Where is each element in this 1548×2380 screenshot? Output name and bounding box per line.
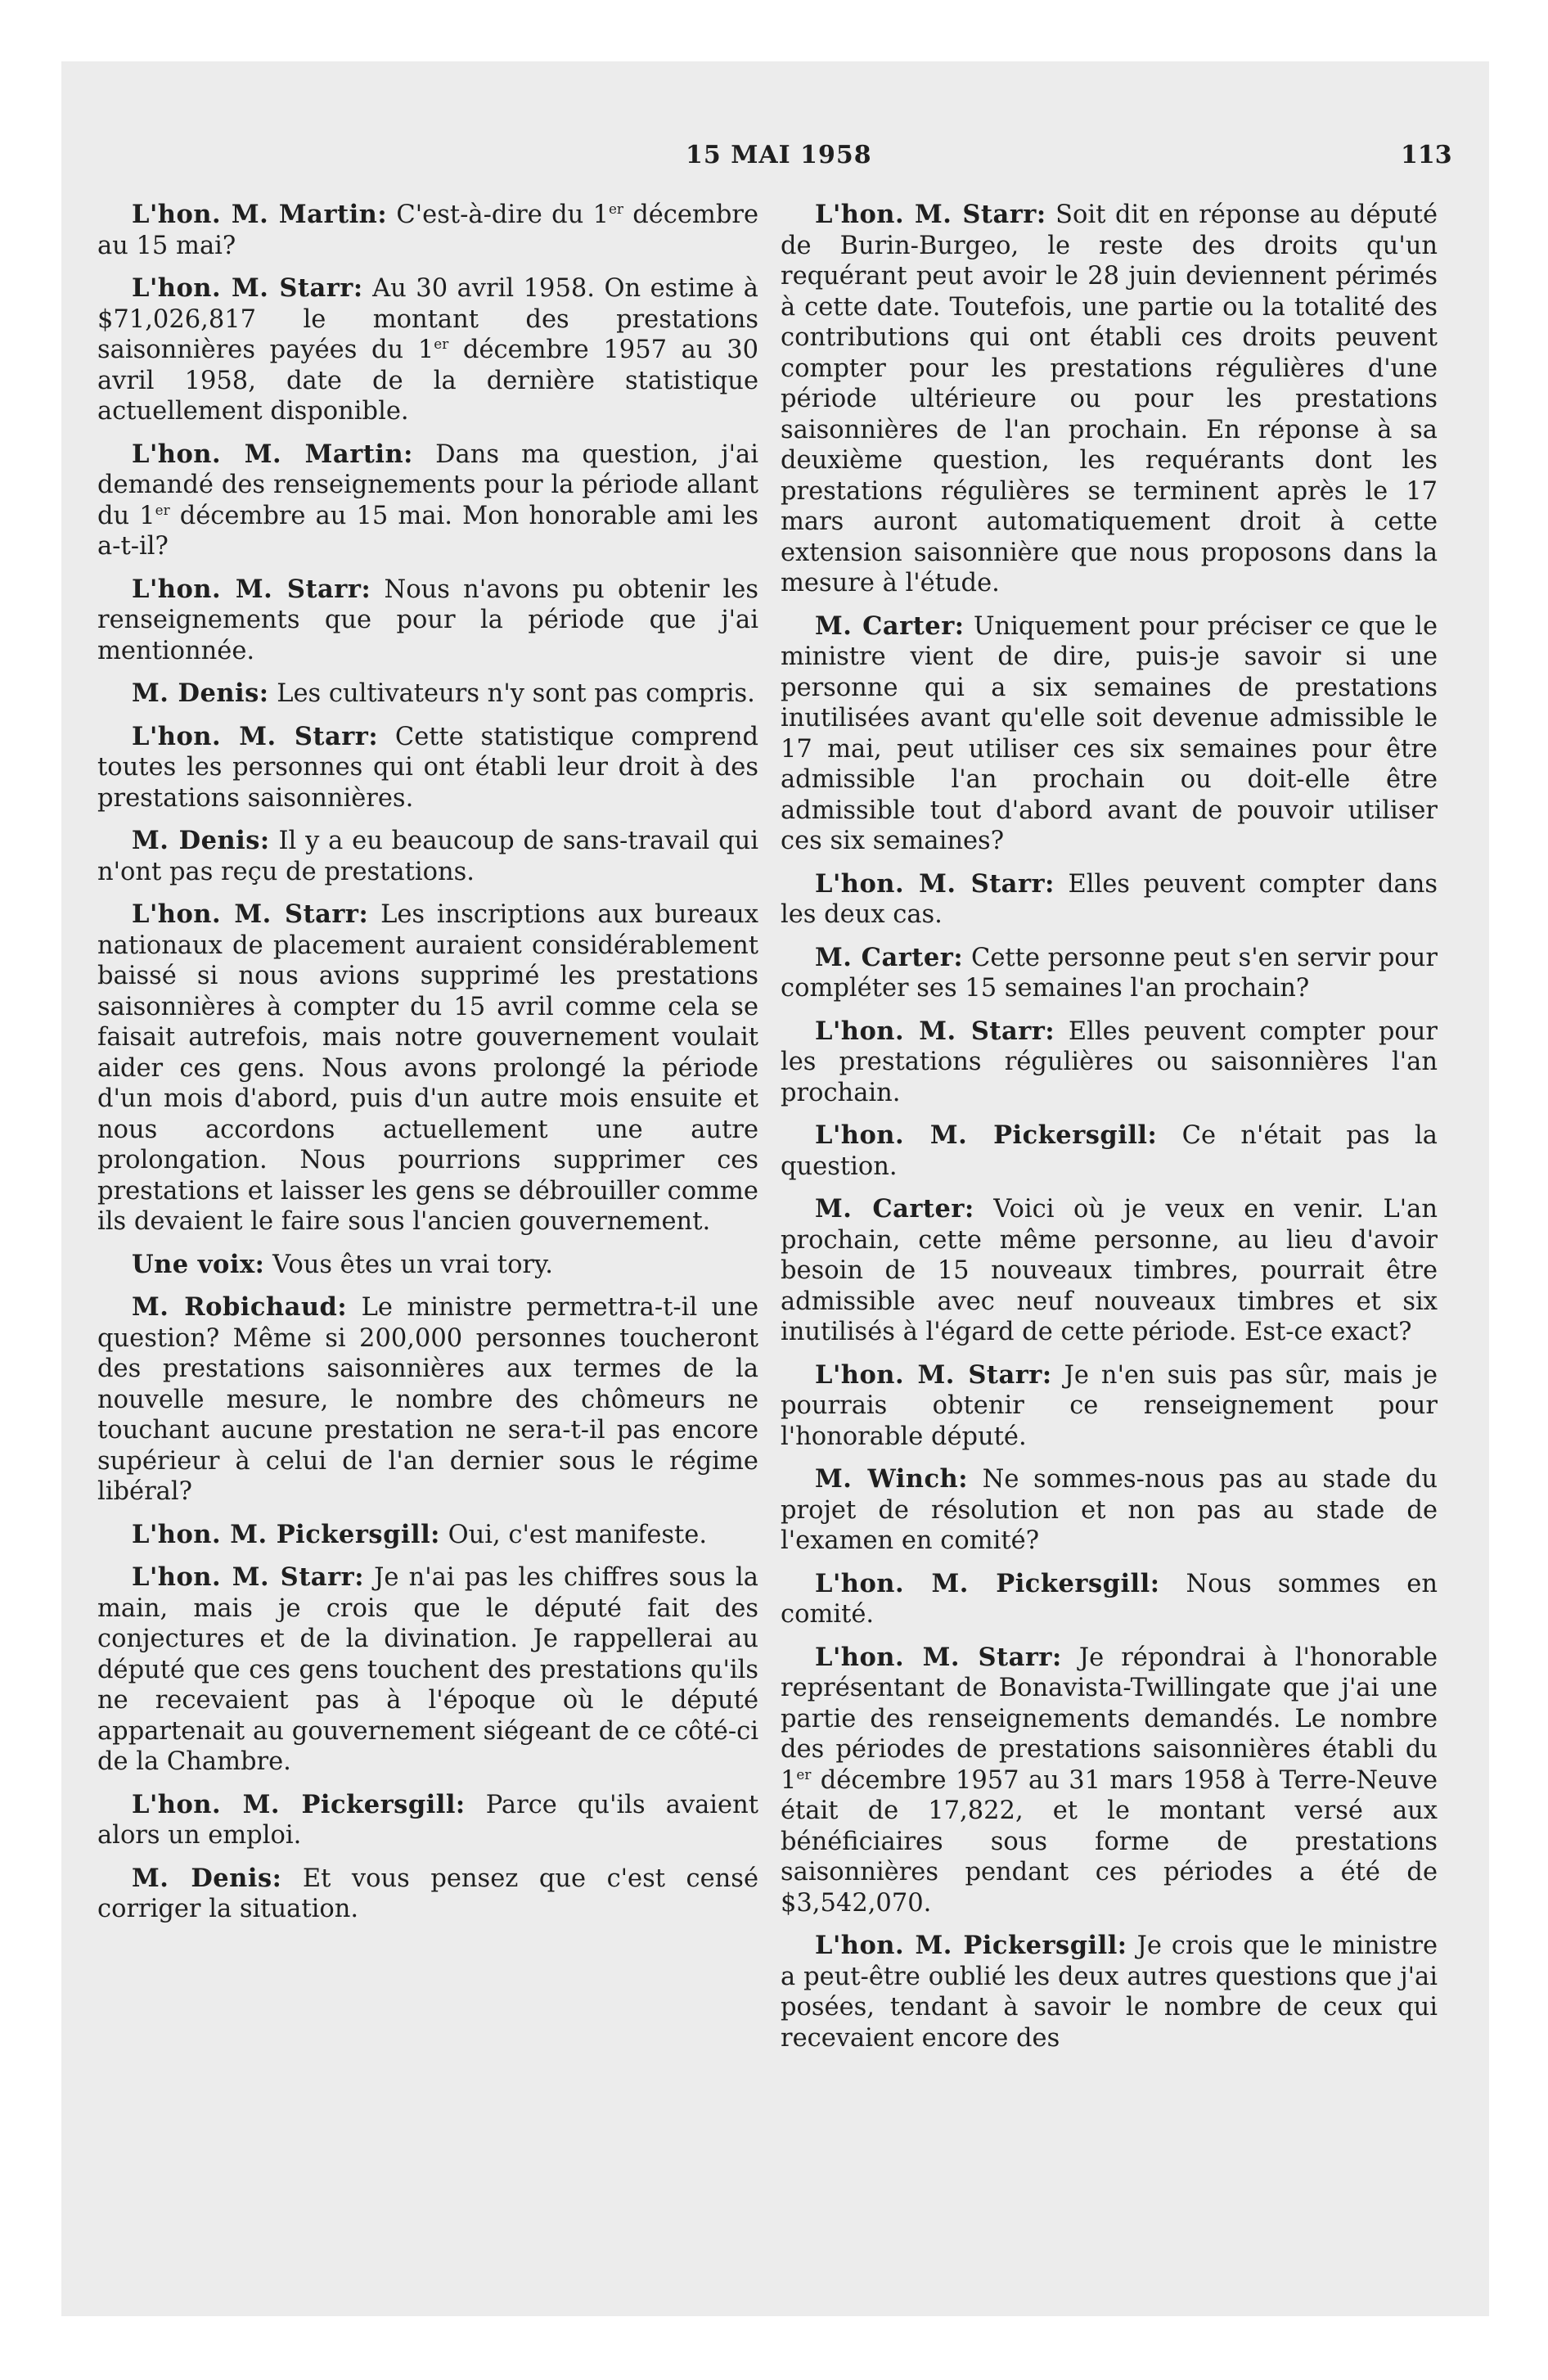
speech-paragraph — [97, 899, 758, 1237]
speech-text: Et vous pensez que c'est censé corriger la situation. — [97, 1864, 759, 1923]
speaker-name: M. Robichaud: — [132, 1292, 348, 1322]
page-number: 113 — [1401, 141, 1452, 169]
speaker-name: L'hon. M. Starr: — [132, 574, 371, 604]
speech-paragraph — [781, 1931, 1438, 2053]
speaker-name: L'hon. M. Starr: — [815, 1642, 1062, 1672]
speech-paragraph — [97, 826, 758, 887]
speaker-name: M. Carter: — [815, 1194, 974, 1224]
speech-text: Oui, c'est manifeste. — [439, 1520, 708, 1549]
speaker-name: L'hon. M. Pickersgill: — [815, 1568, 1160, 1598]
speaker-name: L'hon. M. Pickersgill: — [815, 1931, 1127, 1960]
left-column — [97, 200, 758, 1937]
speech-text-continued: décembre 1957 au 31 mars 1958 à Terre-Neuve était de 17,822, et le montant versé aux bénéficiaires sous forme de prestations saisonnières pendant ces périodes a été de $3,542,070. — [781, 1765, 1438, 1918]
speaker-name: Une voix: — [132, 1249, 265, 1279]
speaker-name: L'hon. M. Starr: — [815, 1016, 1055, 1046]
speech-paragraph — [97, 1292, 758, 1508]
speech-text-continued: décembre au 15 mai? — [97, 201, 758, 260]
speech-paragraph — [781, 1643, 1438, 1919]
speaker-name: M. Winch: — [815, 1464, 968, 1494]
speech-text: Nous n'avons pu obtenir les renseignements que pour la période que j'ai mentionnée. — [97, 575, 758, 665]
ordinal-superscript: er — [434, 335, 449, 352]
speaker-name: M. Carter: — [815, 611, 965, 641]
speech-text: Cette statistique comprend toutes les personnes qui ont établi leur droit à des prestations saisonnières. — [97, 722, 758, 813]
speech-text-continued: décembre au 15 mai. Mon honorable ami les a-t-il? — [97, 501, 758, 561]
speech-paragraph — [97, 1520, 758, 1551]
speaker-name: M. Denis: — [132, 678, 269, 708]
ordinal-superscript: er — [796, 1765, 812, 1783]
speech-text-continued: décembre 1957 au 30 avril 1958, date de la dernière statistique actuellement disponible. — [97, 336, 758, 426]
speech-paragraph — [97, 273, 758, 427]
speaker-name: L'hon. M. Starr: — [815, 200, 1046, 229]
speech-paragraph — [781, 200, 1438, 599]
speaker-name: L'hon. M. Starr: — [132, 899, 369, 929]
speech-text: Je n'ai pas les chiffres sous la main, mais je crois que le député fait des conjectures et de la divination. Je rappellerai au député que ces gens touchent des prestations qu'ils ne recevaient pas à l'époque où le député appartenait au gouvernement siégeant de ce côté-ci de la Chambre. — [97, 1563, 758, 1776]
speaker-name: L'hon. M. Pickersgill: — [815, 1120, 1158, 1150]
page-date: 15 MAI 1958 — [686, 141, 872, 169]
page-header — [0, 141, 1548, 177]
speech-text: Le ministre permettra-t-il une question? Même si 200,000 personnes toucheront des prestations saisonnières aux termes de la nouvelle mesure, le nombre des chômeurs ne touchant aucune prestation ne sera-t-il pas encore supérieur à celui de l'an dernier sous le régime libéral? — [97, 1293, 759, 1506]
speech-text: Les inscriptions aux bureaux nationaux de placement auraient considérablement baissé si nous avions supprimé les prestations saisonnières à compter du 15 avril comme cela se faisait autrefois, mais notre gouvernement voulait aider ces gens. Nous avons prolongé la période d'un mois d'abord, puis d'un autre mois ensuite et nous accordons actuellement une autre prolongation. Nous pourrions supprimer ces prestations et laisser les gens se débrouiller comme ils devaient le faire sous l'ancien gouvernement. — [97, 900, 758, 1236]
speaker-name: L'hon. M. Pickersgill: — [132, 1789, 466, 1819]
speech-paragraph — [97, 200, 758, 261]
speech-paragraph — [97, 678, 758, 710]
speech-text: Elles peuvent compter pour les prestations régulières ou saisonnières l'an prochain. — [781, 1016, 1438, 1107]
speech-paragraph — [781, 1120, 1438, 1182]
speech-text: Soit dit en réponse au député de Burin-Burgeo, le reste des droits qu'un requérant peut avoir le 28 juin deviennent périmés à cette date. Toutefois, une partie ou la totalité des contributions qui ont établi ces droits peuvent compter pour les prestations régulières d'une période ultérieure ou pour les prestations saisonnières de l'an prochain. En réponse à sa deuxième question, les requérants dont les prestations régulières se terminent après le 17 mars auront automatiquement droit à cette extension saisonnière que nous proposons dans la mesure à l'étude. — [781, 201, 1438, 597]
speech-text: Dans ma question, j'ai demandé des renseignements pour la période allant du 1 — [97, 439, 758, 530]
speech-text: Elles peuvent compter dans les deux cas. — [781, 869, 1438, 929]
ordinal-superscript: er — [608, 200, 623, 217]
speech-text: Ce n'était pas la question. — [781, 1121, 1438, 1181]
speaker-name: M. Denis: — [132, 1863, 282, 1893]
speech-text: Ne sommes-nous pas au stade du projet de résolution et non pas au stade de l'examen en comité? — [781, 1465, 1438, 1555]
speaker-name: L'hon. M. Starr: — [132, 1562, 364, 1592]
speech-paragraph — [781, 943, 1438, 1004]
speech-paragraph — [781, 1360, 1438, 1453]
ordinal-superscript: er — [155, 501, 170, 518]
speech-paragraph — [781, 1464, 1438, 1557]
speaker-name: L'hon. M. Pickersgill: — [132, 1519, 440, 1549]
speech-text: Cette personne peut s'en servir pour compléter ses 15 semaines l'an prochain? — [781, 943, 1438, 1003]
speech-text: Les cultivateurs n'y sont pas compris. — [268, 679, 755, 708]
speech-paragraph — [97, 1790, 758, 1851]
speaker-name: M. Denis: — [132, 826, 270, 855]
speaker-name: L'hon. M. Starr: — [132, 273, 363, 303]
speech-text: Uniquement pour préciser ce que le ministre vient de dire, puis-je savoir si une personne qui a six semaines de prestations inutilisées avant qu'elle soit devenue admissible le 17 mai, peut utiliser ces six semaines pour être admissible l'an prochain ou doit-elle être admissible tout d'abord avant de pouvoir utiliser ces six semaines? — [781, 611, 1438, 855]
speech-text: Nous sommes en comité. — [781, 1569, 1438, 1629]
speech-text: Parce qu'ils avaient alors un emploi. — [97, 1790, 758, 1850]
speech-paragraph — [781, 611, 1438, 857]
speech-paragraph — [781, 869, 1438, 931]
speech-paragraph — [781, 1569, 1438, 1630]
right-column — [781, 200, 1438, 2066]
speaker-name: L'hon. M. Starr: — [132, 721, 379, 751]
speech-paragraph — [97, 1864, 758, 1925]
speech-paragraph — [97, 575, 758, 667]
speaker-name: L'hon. M. Starr: — [815, 1359, 1052, 1390]
speech-text: Vous êtes un vrai tory. — [264, 1250, 553, 1279]
speaker-name: L'hon. M. Martin: — [132, 439, 413, 469]
speech-paragraph — [781, 1194, 1438, 1348]
speech-text: Voici où je veux en venir. L'an prochain, cette même personne, au lieu d'avoir besoin de 15 nouveaux timbres, pourrait être admissible avec neuf nouveaux timbres et six inutilisés à l'égard de cette période. Est-ce exact? — [781, 1195, 1438, 1346]
speech-text: C'est-à-dire du 1 — [387, 201, 609, 229]
speaker-name: M. Carter: — [815, 942, 964, 972]
speech-text: Je n'en suis pas sûr, mais je pourrais obtenir ce renseignement pour l'honorable député. — [781, 1360, 1438, 1451]
speech-paragraph — [97, 1250, 758, 1281]
speech-text: Je crois que le ministre a peut-être oublié les deux autres questions que j'ai posées, tendant à savoir le nombre de ceux qui recevaient encore des — [781, 1931, 1438, 2053]
speaker-name: L'hon. M. Starr: — [815, 868, 1055, 899]
speech-text: Au 30 avril 1958. On estime à $71,026,817 le montant des prestations saisonnières payées du 1 — [97, 274, 758, 364]
speech-paragraph — [97, 722, 758, 814]
speech-paragraph — [781, 1016, 1438, 1109]
speech-paragraph — [97, 1562, 758, 1778]
speaker-name: L'hon. M. Martin: — [132, 200, 388, 229]
speech-text: Il y a eu beaucoup de sans-travail qui n'ont pas reçu de prestations. — [97, 827, 758, 886]
speech-paragraph — [97, 439, 758, 562]
speech-text: Je répondrai à l'honorable représentant de Bonavista-Twillingate que j'ai une partie des renseignements demandés. Le nombre des périodes de prestations saisonnières établi du 1 — [781, 1643, 1438, 1795]
